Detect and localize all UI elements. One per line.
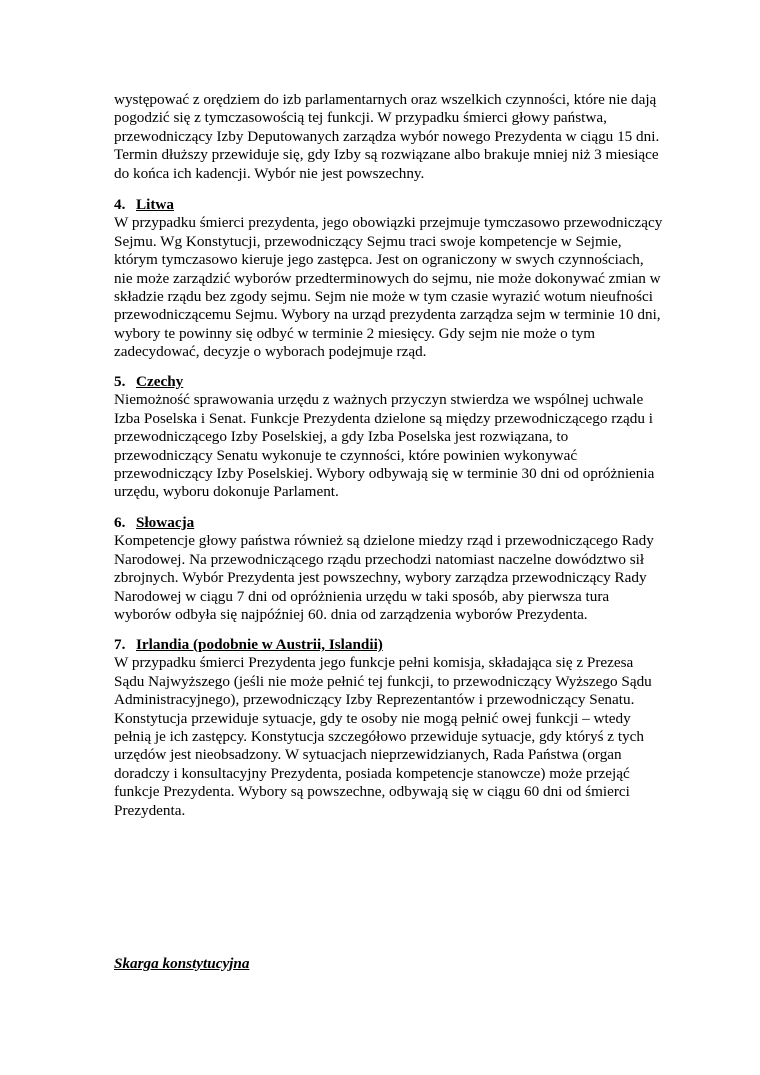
text-line: urzędów jest nieobsadzony. W sytuacjach nieprzewidzianych, Rada Państwa (organ — [114, 746, 622, 764]
footer-heading: Skarga konstytucyjna — [114, 955, 250, 972]
section-number: 6. — [114, 514, 126, 531]
text-line: wyborów odbyła się najpóźniej 60. dnia od zarządzenia wyborów Prezydenta. — [114, 605, 588, 623]
text-line: W przypadku śmierci Prezydenta jego funkcje pełni komisja, składająca się z Prezesa — [114, 654, 634, 672]
section-number: 7. — [114, 636, 126, 653]
text-line: Narodowej. Na przewodniczącego rządu przechodzi natomiast naczelne dowództwo sił — [114, 550, 645, 568]
text-line: pełnią je ich zastępcy. Konstytucja szczegółowo przewiduje sytuacje, gdy któryś z tych — [114, 727, 644, 745]
text-line: doradczy i konsultacyjny Prezydenta, posiada kompetencje stanowcze) może przejąć — [114, 764, 630, 782]
text-line: Narodowej w ciągu 7 dni od opróżnienia urzędu w taki sposób, aby pierwsza tura — [114, 587, 610, 605]
section-title: Irlandia (podobnie w Austrii, Islandii) — [136, 636, 383, 653]
text-line: występować z orędziem do izb parlamentarnych oraz wszelkich czynności, które nie dają — [114, 91, 657, 108]
text-line: nie może zarządzić wyborów przedterminowych do sejmu, nie może dokonywać zmian w — [114, 269, 661, 287]
text-line: Sądu Najwyższego (jeśli nie może pełnić tej funkcji, to przewodniczący Wyższego Sądu — [114, 672, 652, 690]
section-irlandia — [114, 636, 674, 820]
text-line: wybory te powinny się odbyć w terminie 2 miesięcy. Gdy sejm nie może o tym — [114, 324, 596, 342]
text-line: Kompetencje głowy państwa również są dzielone miedzy rząd i przewodniczącego Rady — [114, 532, 654, 550]
text-line: urzędu, wyboru dokonuje Parlament. — [114, 483, 339, 501]
text-line: funkcje Prezydenta. Wybory są powszechne, odbywają się w ciągu 60 dni od śmierci — [114, 783, 630, 801]
text-line: pogodzić się z tymczasowością tej funkcji. W przypadku śmierci głowy państwa, — [114, 109, 607, 127]
text-line: przewodniczącego Izby Poselskiej, a gdy Izba Poselska jest rozwiązana, to — [114, 428, 569, 446]
text-line: którym tymczasowo kieruje jego zastępca. Jest on ograniczony w swych czynnościach, — [114, 251, 644, 269]
text-line: Termin dłuższy przewiduje się, gdy Izby są rozwiązane albo brakuje mniej niż 3 miesiące — [114, 146, 659, 164]
section-heading — [114, 514, 674, 532]
text-line: Izba Poselska i Senat. Funkcje Prezydenta dzielone są między przewodniczącego rządu i — [114, 409, 653, 427]
text-line: składzie rządu bez zgody sejmu. Sejm nie może w tym czasie wyrazić wotum nieufności — [114, 287, 653, 305]
section-heading — [114, 196, 674, 214]
text-line: zbrojnych. Wybór Prezydenta jest powszechny, wybory zarządza przewodniczący Rady — [114, 569, 647, 587]
section-title: Czechy — [136, 373, 184, 390]
section-slowacja — [114, 514, 674, 624]
text-line: przewodniczący Izby Poselskiej. Wybory odbywają się w terminie 30 dni od opróżnienia — [114, 464, 655, 482]
section-title: Litwa — [136, 196, 174, 213]
text-line: W przypadku śmierci prezydenta, jego obowiązki przejmuje tymczasowo przewodniczący — [114, 214, 663, 232]
section-number: 5. — [114, 373, 126, 390]
text-line: przewodniczący Izby Deputowanych zarządza wybór nowego Prezydenta w ciągu 15 dni. — [114, 127, 660, 145]
text-line: przewodniczący Senatu wykonuje te czynności, które powinien wykonywać — [114, 446, 578, 464]
section-czechy — [114, 373, 674, 502]
intro-paragraph — [114, 91, 674, 183]
text-line: zadecydować, decyzje o wyborach podejmuje rząd. — [114, 343, 427, 361]
section-number: 4. — [114, 196, 126, 213]
text-line: Administracyjnego), przewodniczący Izby Reprezentantów i przewodniczący Senatu. — [114, 691, 635, 709]
section-heading — [114, 373, 674, 391]
text-line: przewodniczącemu Sejmu. Wybory na urząd prezydenta zarządza sejm w terminie 10 dni, — [114, 306, 661, 324]
text-line: Sejmu. Wg Konstytucji, przewodniczący Sejmu traci swoje kompetencje w Sejmie, — [114, 232, 622, 250]
text-line: Prezydenta. — [114, 801, 186, 819]
section-heading — [114, 636, 674, 654]
section-litwa — [114, 196, 674, 362]
text-line: Konstytucja przewiduje sytuacje, gdy te osoby nie mogą pełnić owej funkcji – wtedy — [114, 709, 631, 727]
text-line: do końca ich kadencji. Wybór nie jest powszechny. — [114, 164, 425, 182]
text-line: Niemożność sprawowania urzędu z ważnych przyczyn stwierdza we wspólnej uchwale — [114, 391, 644, 409]
section-title: Słowacja — [136, 514, 195, 531]
